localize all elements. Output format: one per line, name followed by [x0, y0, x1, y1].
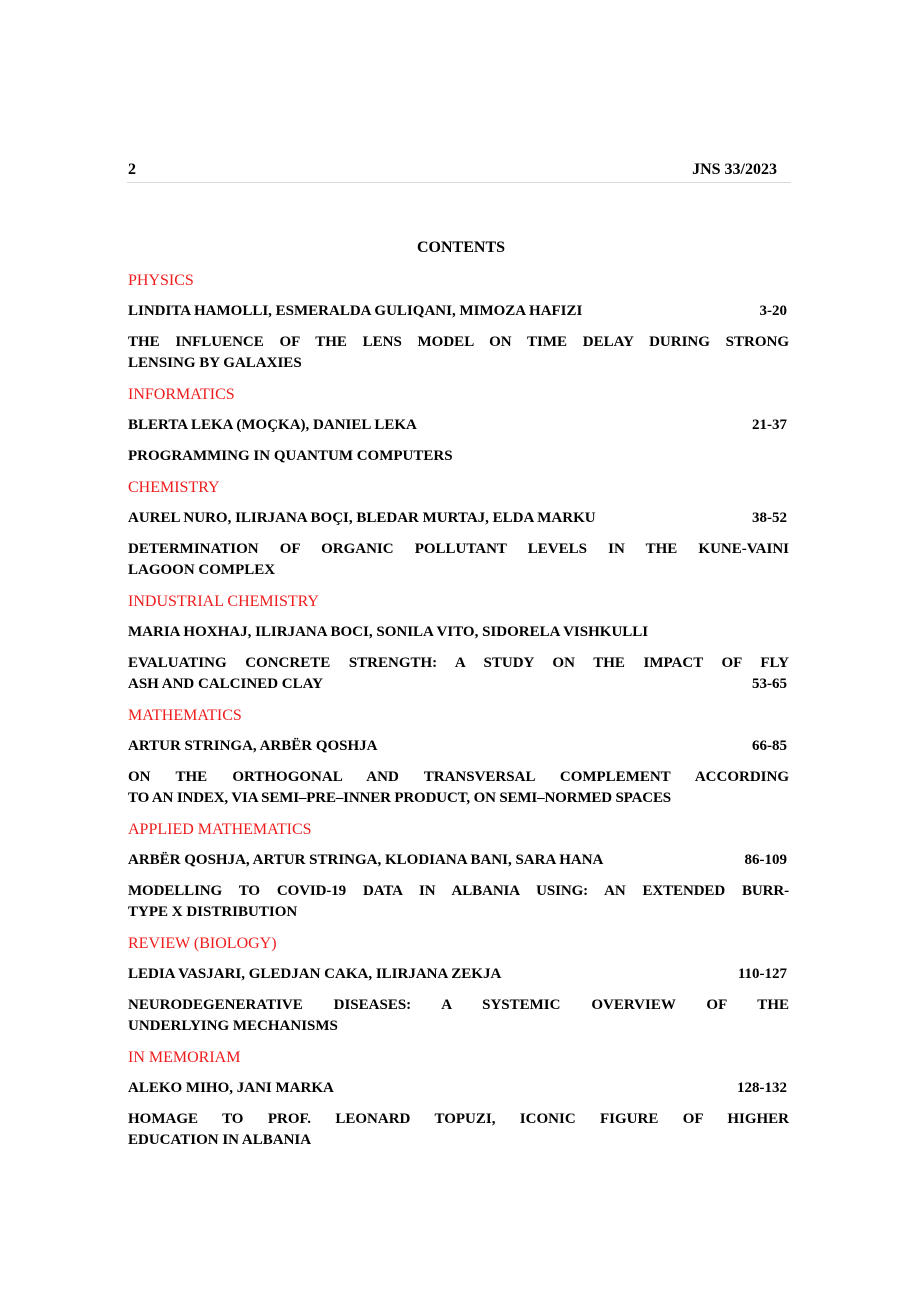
article-title-line: PROGRAMMING IN QUANTUM COMPUTERS: [128, 448, 453, 464]
article-title-line: EDUCATION IN ALBANIA: [128, 1132, 312, 1148]
page-number: 2: [128, 161, 136, 178]
article-title-last-line: [128, 674, 789, 695]
toc-section-mathematics: [128, 705, 789, 809]
article-title: [128, 332, 789, 374]
article-title-line: MODELLING TO COVID-19 DATA IN ALBANIA USING: AN EXTENDED BURR-: [128, 883, 789, 899]
article-authors: [128, 508, 789, 529]
authors-text: AUREL NURO, ILIRJANA BOÇI, BLEDAR MURTAJ, ELDA MARKU: [128, 510, 596, 526]
article-title-line: ASH AND CALCINED CLAY: [128, 676, 323, 692]
journal-issue: JNS 33/2023: [692, 161, 777, 178]
article-title-line: ON THE ORTHOGONAL AND TRANSVERSAL COMPLEMENT ACCORDING: [128, 769, 789, 785]
article-title-line: EVALUATING CONCRETE STRENGTH: A STUDY ON THE IMPACT OF FLY: [128, 655, 789, 671]
section-heading: PHYSICS: [128, 272, 194, 289]
toc-section-review-biology: [128, 933, 789, 1037]
running-header: [127, 160, 791, 183]
article-authors: [128, 850, 789, 871]
article-title-line: DETERMINATION OF ORGANIC POLLUTANT LEVELS IN THE KUNE-VAINI: [128, 541, 789, 557]
page-range: 38-52: [752, 510, 787, 526]
article-title: [128, 881, 789, 923]
article-authors: [128, 301, 789, 322]
toc-section-industrial-chemistry: [128, 591, 789, 695]
authors-text: LEDIA VASJARI, GLEDJAN CAKA, ILIRJANA ZEKJA: [128, 966, 502, 982]
toc-section-physics: [128, 270, 789, 374]
contents-title: CONTENTS: [416, 239, 506, 256]
section-heading: INDUSTRIAL CHEMISTRY: [128, 593, 319, 610]
article-title: [128, 539, 789, 581]
authors-text: MARIA HOXHAJ, ILIRJANA BOCI, SONILA VITO, SIDORELA VISHKULLI: [128, 624, 649, 640]
page-range: 53-65: [752, 676, 787, 692]
article-title-line: THE INFLUENCE OF THE LENS MODEL ON TIME DELAY DURING STRONG: [128, 334, 789, 350]
article-authors: [128, 415, 789, 436]
article-title-line: LENSING BY GALAXIES: [128, 355, 302, 371]
article-authors: [128, 1078, 789, 1099]
article-title-line: LAGOON COMPLEX: [128, 562, 276, 578]
article-title: [128, 767, 789, 809]
toc-section-in-memoriam: [128, 1047, 789, 1151]
toc-section-chemistry: [128, 477, 789, 581]
article-title: [128, 995, 789, 1037]
article-title-line: TYPE X DISTRIBUTION: [128, 904, 298, 920]
section-heading: MATHEMATICS: [128, 707, 242, 724]
toc-section-informatics: [128, 384, 789, 467]
article-authors: [128, 736, 789, 757]
article-title-line: UNDERLYING MECHANISMS: [128, 1018, 338, 1034]
section-heading: INFORMATICS: [128, 386, 235, 403]
toc-section-applied-mathematics: [128, 819, 789, 923]
article-title: [128, 446, 789, 467]
section-heading: CHEMISTRY: [128, 479, 220, 496]
section-heading: IN MEMORIAM: [128, 1049, 241, 1066]
authors-text: BLERTA LEKA (MOÇKA), DANIEL LEKA: [128, 417, 417, 433]
table-of-contents: [128, 270, 789, 1151]
authors-text: LINDITA HAMOLLI, ESMERALDA GULIQANI, MIMOZA HAFIZI: [128, 303, 583, 319]
article-authors: [128, 964, 789, 985]
page-range: 3-20: [759, 303, 787, 319]
page-range: 86-109: [744, 852, 787, 868]
article-title: [128, 1109, 789, 1151]
article-title-line: NEURODEGENERATIVE DISEASES: A SYSTEMIC OVERVIEW OF THE: [128, 997, 789, 1013]
authors-text: ARBËR QOSHJA, ARTUR STRINGA, KLODIANA BANI, SARA HANA: [128, 852, 604, 868]
authors-text: ARTUR STRINGA, ARBËR QOSHJA: [128, 738, 378, 754]
page-range: 66-85: [752, 738, 787, 754]
authors-text: ALEKO MIHO, JANI MARKA: [128, 1080, 334, 1096]
article-title-line: HOMAGE TO PROF. LEONARD TOPUZI, ICONIC FIGURE OF HIGHER: [128, 1111, 789, 1127]
page-range: 128-132: [737, 1080, 787, 1096]
article-authors: [128, 622, 789, 643]
article-title: [128, 653, 789, 695]
page-range: 110-127: [737, 966, 787, 982]
section-heading: APPLIED MATHEMATICS: [128, 821, 312, 838]
section-heading: REVIEW (BIOLOGY): [128, 935, 277, 952]
page-range: 21-37: [752, 417, 787, 433]
article-title-line: TO AN INDEX, VIA SEMI–PRE–INNER PRODUCT, ON SEMI–NORMED SPACES: [128, 790, 671, 806]
